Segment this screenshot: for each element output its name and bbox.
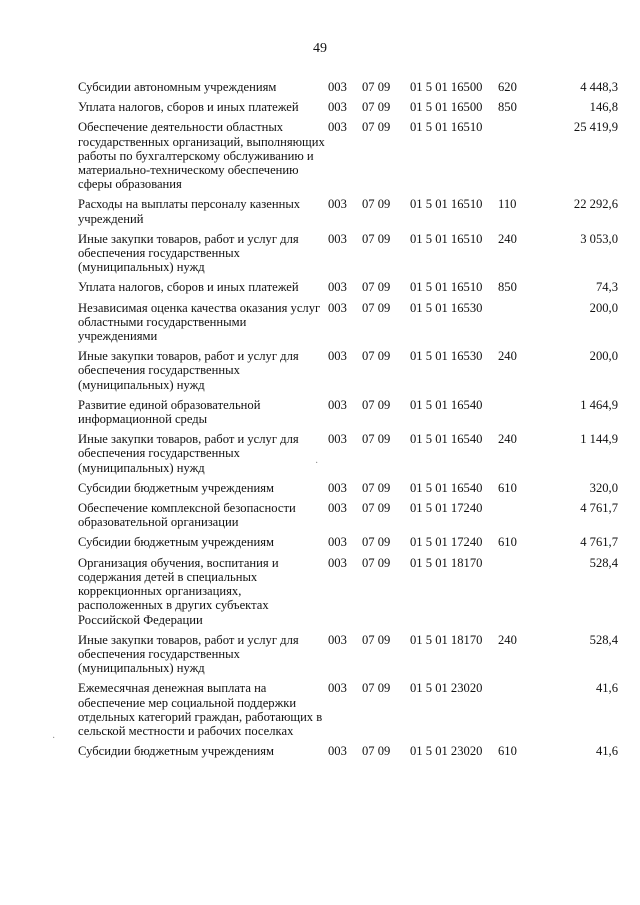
row-name-cell: Субсидии автономным учреждениям [78,80,277,94]
section-code-cell: 07 09 [362,120,391,135]
table-body [78,80,618,764]
expense-type-cell [498,681,534,744]
amount-cell: 1 144,9 [580,432,618,447]
table-row [78,481,618,501]
row-name-cell: Иные закупки товаров, работ и услуг для обеспечения государственных (муниципальных) нужд [78,349,299,392]
target-article-cell: 01 5 01 17240 [410,501,483,516]
section-code-cell: 07 09 [362,744,391,759]
expense-type-cell: 620 [498,80,517,94]
expense-type-cell: 610 [498,744,517,759]
row-name-cell: Обеспечение комплексной безопасности образовательной организации [78,501,296,530]
row-name-cell: Развитие единой образовательной информационной среды [78,397,261,427]
row-name-cell: Иные закупки товаров, работ и услуг для обеспечения государственных (муниципальных) нужд [78,632,299,676]
table-row [78,633,618,682]
ministry-code-cell: 003 [328,280,347,295]
row-name-cell: Уплата налогов, сборов и иных платежей [78,100,299,115]
table-row [78,120,618,197]
section-code-cell: 07 09 [362,501,391,516]
amount-cell: 41,6 [595,681,618,696]
section-code-cell: 07 09 [362,231,391,246]
amount-cell: 200,0 [589,300,618,315]
row-name-cell: Независимая оценка качества оказания услуг областными государственными учреждениями [78,300,321,344]
ministry-code-cell: 003 [328,300,347,315]
target-article-cell: 01 5 01 16510 [410,120,483,135]
target-article-cell: 01 5 01 18170 [410,632,483,647]
row-name-cell: Ежемесячная денежная выплата на обеспечение мер социальной поддержки отдельных категорий граждан, работающих в сельской местности и рабочих поселках [78,681,323,738]
table-row [78,501,618,535]
section-code-cell: 07 09 [362,555,391,570]
target-article-cell: 01 5 01 16540 [410,432,483,447]
amount-cell: 528,4 [589,632,618,647]
ministry-code-cell: 003 [328,555,347,570]
ministry-code-cell: 003 [328,681,347,696]
table-row [78,232,618,281]
expense-type-cell: 240 [498,349,517,364]
row-name-cell: Расходы на выплаты персоналу казенных учреждений [78,197,301,226]
page-number: 49 [313,41,327,56]
ministry-code-cell: 003 [328,632,347,647]
target-article-cell: 01 5 01 23020 [410,744,483,759]
expense-type-cell: 610 [498,535,517,550]
row-name-cell: Организация обучения, воспитания и содержания детей в специальных коррекционных организациях, расположенных в других субъектах Российской Федерации [78,555,279,627]
expense-type-cell: 240 [498,231,517,246]
section-code-cell: 07 09 [362,397,391,412]
table-row [78,280,618,300]
amount-cell: 74,3 [595,280,618,295]
ministry-code-cell: 003 [328,80,347,94]
row-name-cell: Субсидии бюджетным учреждениям [78,480,274,495]
scan-speck: · [315,458,319,469]
expense-type-cell [498,398,534,432]
ministry-code-cell: 003 [328,349,347,364]
amount-cell: 320,0 [589,480,618,495]
target-article-cell: 01 5 01 18170 [410,555,483,570]
expense-type-cell [498,556,534,633]
table-row [78,744,618,764]
target-article-cell: 01 5 01 16510 [410,231,483,246]
section-code-cell: 07 09 [362,80,391,94]
amount-cell: 528,4 [589,555,618,570]
section-code-cell: 07 09 [362,432,391,447]
expense-type-cell: 850 [498,100,517,115]
ministry-code-cell: 003 [328,744,347,759]
section-code-cell: 07 09 [362,535,391,550]
section-code-cell: 07 09 [362,280,391,295]
amount-cell: 3 053,0 [580,231,618,246]
amount-cell: 4 448,3 [580,80,618,94]
scan-speck: · [52,733,56,744]
row-name-cell: Субсидии бюджетным учреждениям [78,535,274,550]
target-article-cell: 01 5 01 16510 [410,197,483,212]
ministry-code-cell: 003 [328,501,347,516]
expense-type-cell: 240 [498,632,517,647]
ministry-code-cell: 003 [328,535,347,550]
target-article-cell: 01 5 01 16530 [410,300,483,315]
budget-table [78,80,618,764]
target-article-cell: 01 5 01 16540 [410,480,483,495]
ministry-code-cell: 003 [328,397,347,412]
expense-type-cell: 610 [498,480,517,495]
row-name-cell: Субсидии бюджетным учреждениям [78,744,274,759]
table-row [78,432,618,481]
expense-type-cell [498,120,534,197]
amount-cell: 4 761,7 [580,535,618,550]
expense-type-cell: 850 [498,280,517,295]
ministry-code-cell: 003 [328,432,347,447]
amount-cell: 200,0 [589,349,618,364]
table-row [78,398,618,432]
ministry-code-cell: 003 [328,480,347,495]
amount-cell: 4 761,7 [580,501,618,516]
target-article-cell: 01 5 01 16530 [410,349,483,364]
target-article-cell: 01 5 01 16510 [410,280,483,295]
expense-type-cell [498,501,534,535]
target-article-cell: 01 5 01 16500 [410,80,483,94]
row-name-cell: Иные закупки товаров, работ и услуг для обеспечения государственных (муниципальных) нужд [78,231,299,275]
amount-cell: 41,6 [595,744,618,759]
table-row [78,301,618,350]
expense-type-cell [498,301,534,350]
ministry-code-cell: 003 [328,197,347,212]
expense-type-cell: 240 [498,432,517,447]
amount-cell: 1 464,9 [580,397,618,412]
row-name-cell: Уплата налогов, сборов и иных платежей [78,280,299,295]
target-article-cell: 01 5 01 17240 [410,535,483,550]
amount-cell: 22 292,6 [573,197,618,212]
section-code-cell: 07 09 [362,349,391,364]
section-code-cell: 07 09 [362,300,391,315]
section-code-cell: 07 09 [362,197,391,212]
section-code-cell: 07 09 [362,632,391,647]
target-article-cell: 01 5 01 16500 [410,100,483,115]
table-row [78,681,618,744]
row-name-cell: Обеспечение деятельности областных государственных организаций, выполняющих работы по бухгалтерскому обслуживанию и материально-техническому обеспечению сферы образования [78,120,325,192]
table-row [78,197,618,231]
ministry-code-cell: 003 [328,100,347,115]
target-article-cell: 01 5 01 23020 [410,681,483,696]
table-row [78,100,618,120]
expense-type-cell: 110 [498,197,517,212]
section-code-cell: 07 09 [362,681,391,696]
ministry-code-cell: 003 [328,120,347,135]
row-name-cell: Иные закупки товаров, работ и услуг для обеспечения государственных (муниципальных) нужд [78,432,299,475]
section-code-cell: 07 09 [362,480,391,495]
ministry-code-cell: 003 [328,231,347,246]
table-row [78,80,618,100]
target-article-cell: 01 5 01 16540 [410,397,483,412]
table-row [78,535,618,555]
amount-cell: 25 419,9 [573,120,618,135]
table-row [78,349,618,398]
table-row [78,556,618,633]
section-code-cell: 07 09 [362,100,391,115]
amount-cell: 146,8 [589,100,618,115]
